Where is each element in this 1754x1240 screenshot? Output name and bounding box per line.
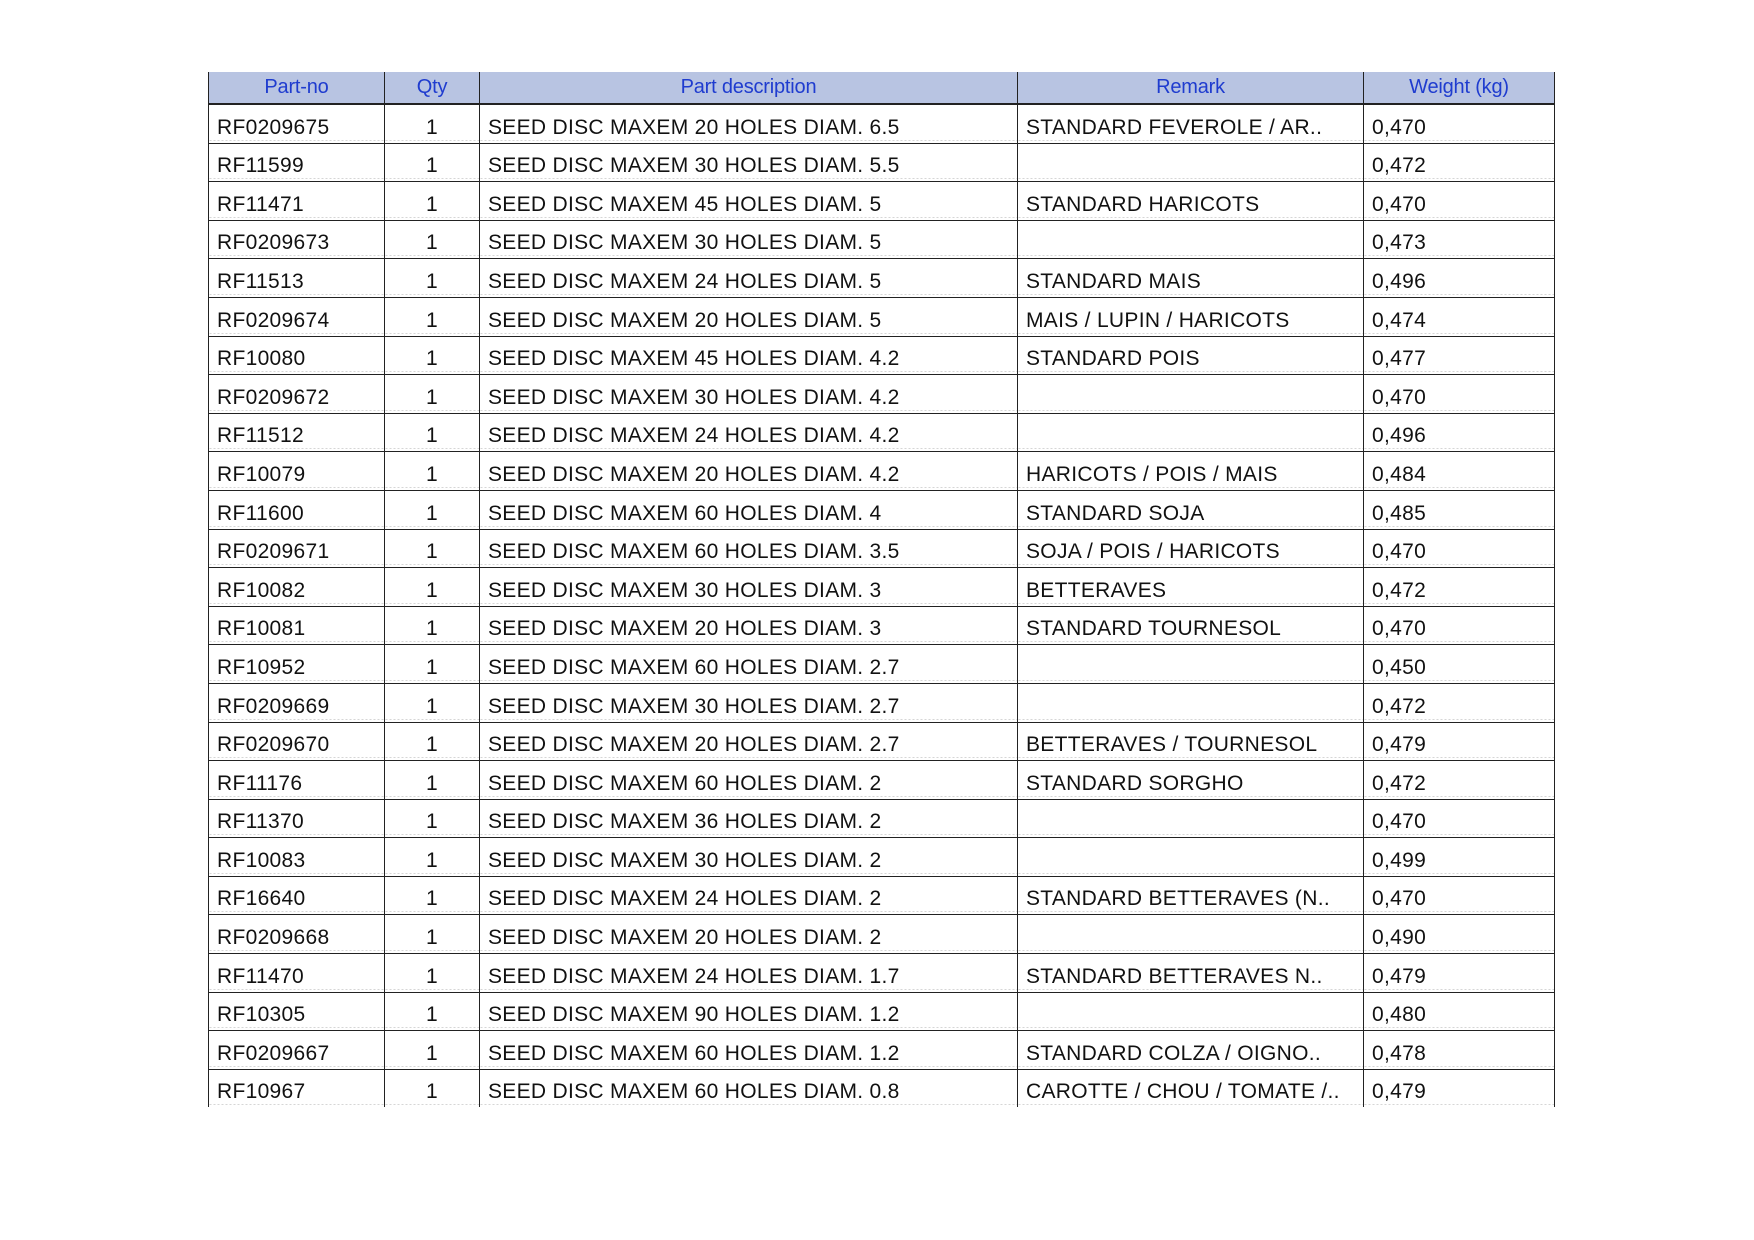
remark-cell: CAROTTE / CHOU / TOMATE /.. xyxy=(1018,1069,1364,1107)
table-row xyxy=(209,645,1555,684)
weight-cell: 0,499 xyxy=(1364,838,1555,877)
weight-cell: 0,470 xyxy=(1364,104,1555,143)
part-no-cell: RF0209670 xyxy=(209,722,385,761)
table-row xyxy=(209,761,1555,800)
column-header-weight: Weight (kg) xyxy=(1364,72,1555,104)
part-no-cell: RF0209672 xyxy=(209,375,385,414)
column-header-remark: Remark xyxy=(1018,72,1364,104)
remark-cell: STANDARD HARICOTS xyxy=(1018,182,1364,221)
weight-cell: 0,470 xyxy=(1364,606,1555,645)
qty-cell: 1 xyxy=(385,143,480,182)
description-cell: SEED DISC MAXEM 24 HOLES DIAM. 5 xyxy=(480,259,1018,298)
table-row xyxy=(209,490,1555,529)
weight-cell: 0,478 xyxy=(1364,1031,1555,1070)
table-row xyxy=(209,104,1555,143)
table-row xyxy=(209,452,1555,491)
weight-cell: 0,479 xyxy=(1364,954,1555,993)
table-row xyxy=(209,799,1555,838)
qty-cell: 1 xyxy=(385,413,480,452)
weight-cell: 0,473 xyxy=(1364,220,1555,259)
qty-cell: 1 xyxy=(385,336,480,375)
part-no-cell: RF10305 xyxy=(209,992,385,1031)
description-cell: SEED DISC MAXEM 30 HOLES DIAM. 3 xyxy=(480,568,1018,607)
description-cell: SEED DISC MAXEM 60 HOLES DIAM. 1.2 xyxy=(480,1031,1018,1070)
weight-cell: 0,472 xyxy=(1364,683,1555,722)
table-row xyxy=(209,529,1555,568)
table-body xyxy=(209,104,1555,1107)
qty-cell: 1 xyxy=(385,606,480,645)
description-cell: SEED DISC MAXEM 24 HOLES DIAM. 2 xyxy=(480,876,1018,915)
remark-cell: STANDARD BETTERAVES (N.. xyxy=(1018,876,1364,915)
part-no-cell: RF0209667 xyxy=(209,1031,385,1070)
part-no-cell: RF10079 xyxy=(209,452,385,491)
part-no-cell: RF10080 xyxy=(209,336,385,375)
qty-cell: 1 xyxy=(385,683,480,722)
weight-cell: 0,480 xyxy=(1364,992,1555,1031)
part-no-cell: RF11600 xyxy=(209,490,385,529)
description-cell: SEED DISC MAXEM 30 HOLES DIAM. 2 xyxy=(480,838,1018,877)
description-cell: SEED DISC MAXEM 60 HOLES DIAM. 2.7 xyxy=(480,645,1018,684)
qty-cell: 1 xyxy=(385,220,480,259)
part-no-cell: RF11176 xyxy=(209,761,385,800)
remark-cell: STANDARD BETTERAVES N.. xyxy=(1018,954,1364,993)
weight-cell: 0,472 xyxy=(1364,568,1555,607)
description-cell: SEED DISC MAXEM 45 HOLES DIAM. 5 xyxy=(480,182,1018,221)
remark-cell: BETTERAVES / TOURNESOL xyxy=(1018,722,1364,761)
remark-cell: SOJA / POIS / HARICOTS xyxy=(1018,529,1364,568)
remark-cell xyxy=(1018,645,1364,684)
qty-cell: 1 xyxy=(385,182,480,221)
qty-cell: 1 xyxy=(385,761,480,800)
qty-cell: 1 xyxy=(385,992,480,1031)
remark-cell xyxy=(1018,143,1364,182)
qty-cell: 1 xyxy=(385,452,480,491)
remark-cell: STANDARD SORGHO xyxy=(1018,761,1364,800)
qty-cell: 1 xyxy=(385,645,480,684)
remark-cell xyxy=(1018,220,1364,259)
weight-cell: 0,477 xyxy=(1364,336,1555,375)
remark-cell: HARICOTS / POIS / MAIS xyxy=(1018,452,1364,491)
part-no-cell: RF10081 xyxy=(209,606,385,645)
remark-cell: MAIS / LUPIN / HARICOTS xyxy=(1018,297,1364,336)
remark-cell: STANDARD COLZA / OIGNO.. xyxy=(1018,1031,1364,1070)
remark-cell: BETTERAVES xyxy=(1018,568,1364,607)
part-no-cell: RF11470 xyxy=(209,954,385,993)
column-header-qty: Qty xyxy=(385,72,480,104)
part-no-cell: RF11513 xyxy=(209,259,385,298)
qty-cell: 1 xyxy=(385,568,480,607)
remark-cell xyxy=(1018,413,1364,452)
part-no-cell: RF10952 xyxy=(209,645,385,684)
part-no-cell: RF0209675 xyxy=(209,104,385,143)
description-cell: SEED DISC MAXEM 20 HOLES DIAM. 3 xyxy=(480,606,1018,645)
header-row xyxy=(209,72,1555,104)
table-row xyxy=(209,876,1555,915)
description-cell: SEED DISC MAXEM 60 HOLES DIAM. 4 xyxy=(480,490,1018,529)
description-cell: SEED DISC MAXEM 20 HOLES DIAM. 4.2 xyxy=(480,452,1018,491)
description-cell: SEED DISC MAXEM 20 HOLES DIAM. 2.7 xyxy=(480,722,1018,761)
remark-cell: STANDARD FEVEROLE / AR.. xyxy=(1018,104,1364,143)
table-row xyxy=(209,722,1555,761)
description-cell: SEED DISC MAXEM 24 HOLES DIAM. 4.2 xyxy=(480,413,1018,452)
qty-cell: 1 xyxy=(385,259,480,298)
part-no-cell: RF11471 xyxy=(209,182,385,221)
description-cell: SEED DISC MAXEM 45 HOLES DIAM. 4.2 xyxy=(480,336,1018,375)
remark-cell: STANDARD SOJA xyxy=(1018,490,1364,529)
qty-cell: 1 xyxy=(385,954,480,993)
table-row xyxy=(209,1031,1555,1070)
description-cell: SEED DISC MAXEM 60 HOLES DIAM. 2 xyxy=(480,761,1018,800)
weight-cell: 0,479 xyxy=(1364,722,1555,761)
part-no-cell: RF10083 xyxy=(209,838,385,877)
remark-cell xyxy=(1018,992,1364,1031)
remark-cell xyxy=(1018,683,1364,722)
table-row xyxy=(209,336,1555,375)
remark-cell xyxy=(1018,915,1364,954)
qty-cell: 1 xyxy=(385,838,480,877)
weight-cell: 0,470 xyxy=(1364,529,1555,568)
remark-cell xyxy=(1018,838,1364,877)
table-row xyxy=(209,683,1555,722)
part-no-cell: RF16640 xyxy=(209,876,385,915)
table-row xyxy=(209,297,1555,336)
table-row xyxy=(209,182,1555,221)
table-row xyxy=(209,915,1555,954)
qty-cell: 1 xyxy=(385,104,480,143)
description-cell: SEED DISC MAXEM 24 HOLES DIAM. 1.7 xyxy=(480,954,1018,993)
qty-cell: 1 xyxy=(385,1031,480,1070)
description-cell: SEED DISC MAXEM 30 HOLES DIAM. 4.2 xyxy=(480,375,1018,414)
weight-cell: 0,472 xyxy=(1364,143,1555,182)
table-row xyxy=(209,568,1555,607)
description-cell: SEED DISC MAXEM 20 HOLES DIAM. 5 xyxy=(480,297,1018,336)
weight-cell: 0,474 xyxy=(1364,297,1555,336)
description-cell: SEED DISC MAXEM 60 HOLES DIAM. 3.5 xyxy=(480,529,1018,568)
part-no-cell: RF0209668 xyxy=(209,915,385,954)
part-no-cell: RF0209671 xyxy=(209,529,385,568)
description-cell: SEED DISC MAXEM 90 HOLES DIAM. 1.2 xyxy=(480,992,1018,1031)
remark-cell xyxy=(1018,799,1364,838)
table-row xyxy=(209,143,1555,182)
weight-cell: 0,470 xyxy=(1364,799,1555,838)
description-cell: SEED DISC MAXEM 36 HOLES DIAM. 2 xyxy=(480,799,1018,838)
column-header-part-no: Part-no xyxy=(209,72,385,104)
remark-cell: STANDARD TOURNESOL xyxy=(1018,606,1364,645)
qty-cell: 1 xyxy=(385,1069,480,1107)
qty-cell: 1 xyxy=(385,876,480,915)
description-cell: SEED DISC MAXEM 30 HOLES DIAM. 5 xyxy=(480,220,1018,259)
qty-cell: 1 xyxy=(385,529,480,568)
remark-cell xyxy=(1018,375,1364,414)
description-cell: SEED DISC MAXEM 30 HOLES DIAM. 2.7 xyxy=(480,683,1018,722)
table-row xyxy=(209,1069,1555,1107)
parts-table-container xyxy=(208,72,1554,1107)
table-row xyxy=(209,375,1555,414)
weight-cell: 0,470 xyxy=(1364,876,1555,915)
part-no-cell: RF11370 xyxy=(209,799,385,838)
weight-cell: 0,496 xyxy=(1364,259,1555,298)
part-no-cell: RF10967 xyxy=(209,1069,385,1107)
table-row xyxy=(209,259,1555,298)
part-no-cell: RF11512 xyxy=(209,413,385,452)
description-cell: SEED DISC MAXEM 20 HOLES DIAM. 6.5 xyxy=(480,104,1018,143)
table-row xyxy=(209,838,1555,877)
weight-cell: 0,485 xyxy=(1364,490,1555,529)
weight-cell: 0,470 xyxy=(1364,182,1555,221)
table-row xyxy=(209,413,1555,452)
part-no-cell: RF0209673 xyxy=(209,220,385,259)
weight-cell: 0,470 xyxy=(1364,375,1555,414)
qty-cell: 1 xyxy=(385,915,480,954)
table-header xyxy=(209,72,1555,104)
weight-cell: 0,496 xyxy=(1364,413,1555,452)
weight-cell: 0,450 xyxy=(1364,645,1555,684)
part-no-cell: RF0209669 xyxy=(209,683,385,722)
remark-cell: STANDARD MAIS xyxy=(1018,259,1364,298)
remark-cell: STANDARD POIS xyxy=(1018,336,1364,375)
qty-cell: 1 xyxy=(385,490,480,529)
table-row xyxy=(209,954,1555,993)
column-header-part-description: Part description xyxy=(480,72,1018,104)
weight-cell: 0,472 xyxy=(1364,761,1555,800)
description-cell: SEED DISC MAXEM 60 HOLES DIAM. 0.8 xyxy=(480,1069,1018,1107)
weight-cell: 0,479 xyxy=(1364,1069,1555,1107)
part-no-cell: RF10082 xyxy=(209,568,385,607)
description-cell: SEED DISC MAXEM 30 HOLES DIAM. 5.5 xyxy=(480,143,1018,182)
description-cell: SEED DISC MAXEM 20 HOLES DIAM. 2 xyxy=(480,915,1018,954)
qty-cell: 1 xyxy=(385,799,480,838)
weight-cell: 0,484 xyxy=(1364,452,1555,491)
qty-cell: 1 xyxy=(385,375,480,414)
table-row xyxy=(209,992,1555,1031)
qty-cell: 1 xyxy=(385,297,480,336)
table-row xyxy=(209,220,1555,259)
parts-table xyxy=(208,72,1555,1107)
part-no-cell: RF0209674 xyxy=(209,297,385,336)
qty-cell: 1 xyxy=(385,722,480,761)
part-no-cell: RF11599 xyxy=(209,143,385,182)
table-row xyxy=(209,606,1555,645)
weight-cell: 0,490 xyxy=(1364,915,1555,954)
